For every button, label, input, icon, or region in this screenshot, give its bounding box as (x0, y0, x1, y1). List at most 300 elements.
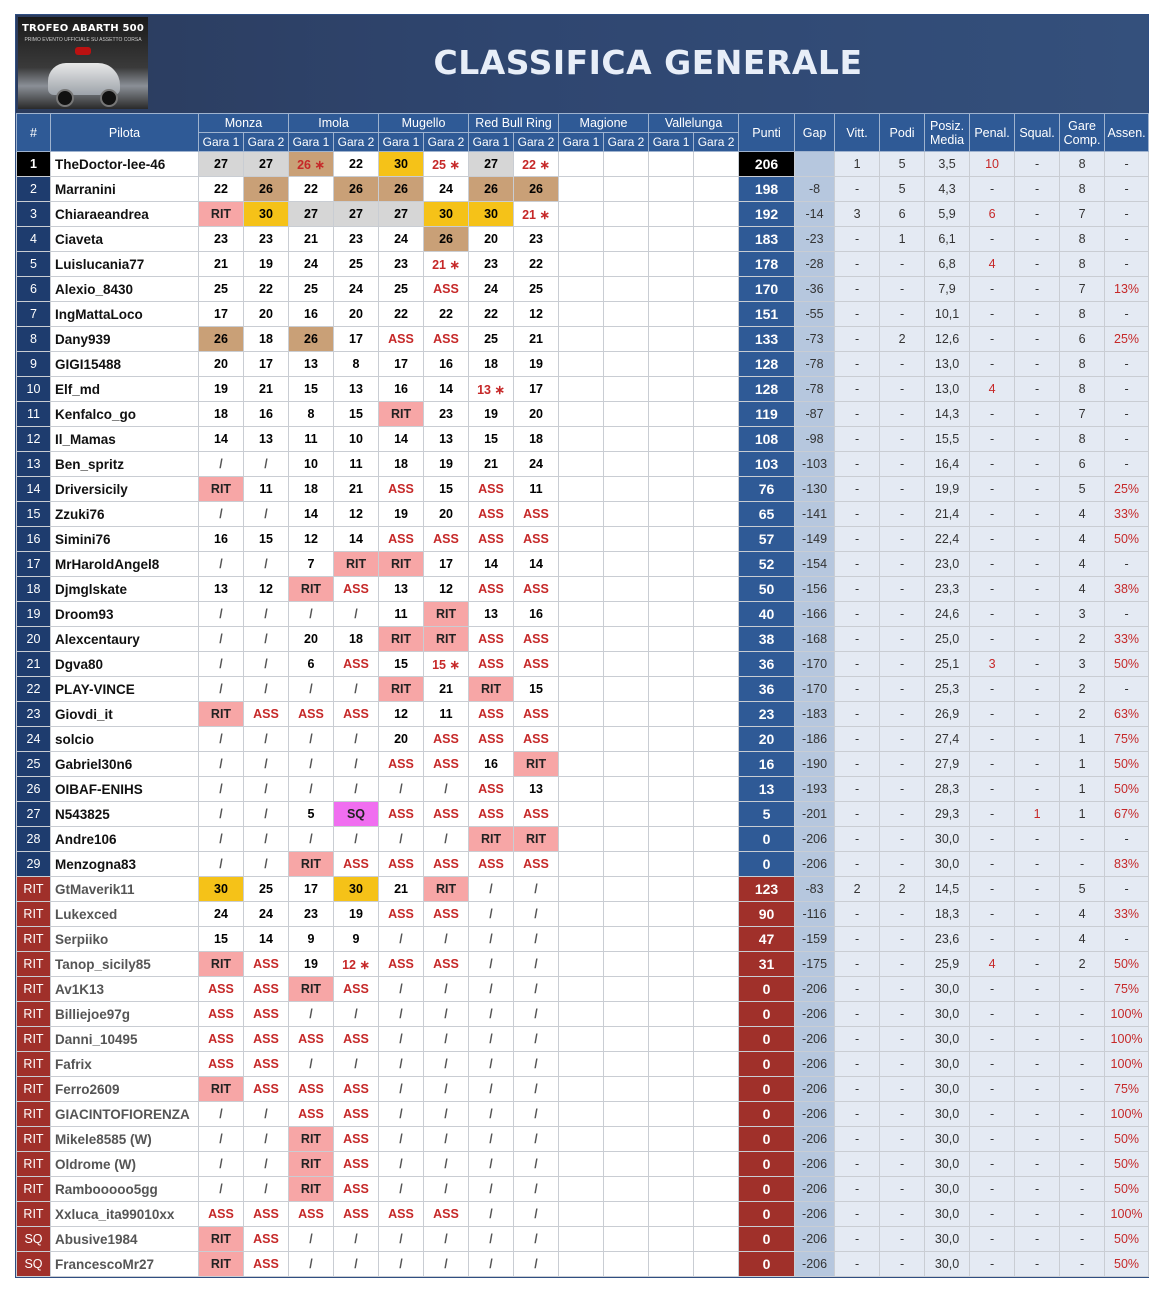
race-result: RIT (424, 877, 469, 902)
position-cell: 1 (17, 152, 51, 177)
race-result: 16 (244, 402, 289, 427)
race-result (649, 977, 694, 1002)
podiums-cell: - (880, 252, 925, 277)
wins-cell: - (835, 502, 880, 527)
races-cell: 4 (1060, 577, 1105, 602)
race-result: / (469, 1152, 514, 1177)
race-result: 24 (289, 252, 334, 277)
race-result: 15 (514, 677, 559, 702)
race-result: RIT (379, 552, 424, 577)
race-result: ASS (514, 502, 559, 527)
race-result: / (424, 1252, 469, 1277)
gap-cell: -8 (795, 177, 835, 202)
race-result: 13 (334, 377, 379, 402)
race-result (649, 902, 694, 927)
race-result: / (469, 1102, 514, 1127)
race-result: 15 ∗ (424, 652, 469, 677)
race-result: / (424, 1227, 469, 1252)
race-result (559, 627, 604, 652)
absences-cell: - (1105, 377, 1149, 402)
points-cell: 0 (739, 1077, 795, 1102)
table-row (17, 1077, 1149, 1102)
race-result: 24 (199, 902, 244, 927)
race-result (559, 327, 604, 352)
race-result: 21 ∗ (514, 202, 559, 227)
points-cell: 170 (739, 277, 795, 302)
points-cell: 103 (739, 452, 795, 477)
race-result: 19 (289, 952, 334, 977)
pilot-name: FrancescoMr27 (51, 1252, 199, 1277)
race-result (649, 352, 694, 377)
gap-cell: -206 (795, 1177, 835, 1202)
race-result: ASS (289, 1202, 334, 1227)
races-cell: 5 (1060, 477, 1105, 502)
col-gap: Gap (795, 114, 835, 152)
race-result (604, 977, 649, 1002)
avg-pos-cell: 22,4 (925, 527, 970, 552)
table-row (17, 627, 1149, 652)
gap-cell: -170 (795, 677, 835, 702)
gap-cell: -78 (795, 377, 835, 402)
race-result (559, 352, 604, 377)
race-result: / (244, 802, 289, 827)
race-result: 14 (289, 502, 334, 527)
race-result: ASS (199, 1027, 244, 1052)
wins-cell: - (835, 777, 880, 802)
gap-cell: -206 (795, 1152, 835, 1177)
podiums-cell: - (880, 1152, 925, 1177)
race-result: / (514, 902, 559, 927)
race-result (649, 252, 694, 277)
race-result: / (514, 977, 559, 1002)
race-result: / (244, 752, 289, 777)
race-result: / (289, 727, 334, 752)
podiums-cell: - (880, 652, 925, 677)
race-result: / (199, 627, 244, 652)
dsq-cell: - (1015, 877, 1060, 902)
race-result: 17 (199, 302, 244, 327)
avg-pos-cell: 30,0 (925, 977, 970, 1002)
penalties-cell: - (970, 802, 1015, 827)
penalties-cell: - (970, 352, 1015, 377)
race-result: / (199, 452, 244, 477)
abarth-mark-icon (75, 47, 91, 55)
table-row (17, 577, 1149, 602)
wins-cell: - (835, 327, 880, 352)
race-result: 22 (199, 177, 244, 202)
race-result: RIT (289, 1127, 334, 1152)
race-result: / (469, 1202, 514, 1227)
pilot-name: Dgva80 (51, 652, 199, 677)
pilot-name: GIACINTOFIORENZA (51, 1102, 199, 1127)
race-result: ASS (424, 952, 469, 977)
race-result: ASS (334, 702, 379, 727)
race-result: ASS (334, 1202, 379, 1227)
race-result: / (199, 677, 244, 702)
race-result (604, 352, 649, 377)
col-race-1: Gara 1 (289, 133, 334, 152)
penalties-cell: - (970, 877, 1015, 902)
dsq-cell: - (1015, 827, 1060, 852)
race-result (559, 252, 604, 277)
race-result: ASS (199, 1052, 244, 1077)
penalties-cell: 4 (970, 252, 1015, 277)
race-result (559, 552, 604, 577)
race-result: 23 (424, 402, 469, 427)
race-result: / (199, 802, 244, 827)
points-cell: 5 (739, 802, 795, 827)
wins-cell: - (835, 277, 880, 302)
points-cell: 123 (739, 877, 795, 902)
gap-cell: -175 (795, 952, 835, 977)
race-result (559, 177, 604, 202)
race-result: RIT (289, 577, 334, 602)
podiums-cell: 5 (880, 152, 925, 177)
race-result: 25 (289, 277, 334, 302)
position-cell: 10 (17, 377, 51, 402)
race-result: / (334, 752, 379, 777)
race-result (604, 302, 649, 327)
race-result (694, 652, 739, 677)
position-cell: 11 (17, 402, 51, 427)
gap-cell: -159 (795, 927, 835, 952)
race-result (694, 1077, 739, 1102)
pilot-name: Menzogna83 (51, 852, 199, 877)
col-race-1: Gara 1 (379, 133, 424, 152)
race-result (604, 1152, 649, 1177)
race-result (649, 827, 694, 852)
dsq-cell: - (1015, 277, 1060, 302)
race-result (694, 977, 739, 1002)
gap-cell: -206 (795, 977, 835, 1002)
race-result: / (469, 1002, 514, 1027)
race-result: 22 (424, 302, 469, 327)
race-result (604, 577, 649, 602)
race-result: / (424, 1027, 469, 1052)
position-cell: 16 (17, 527, 51, 552)
position-cell: RIT (17, 1052, 51, 1077)
dsq-cell: - (1015, 952, 1060, 977)
race-result (604, 252, 649, 277)
race-result: ASS (334, 1027, 379, 1052)
table-row (17, 452, 1149, 477)
penalties-cell: - (970, 852, 1015, 877)
penalties-cell: - (970, 527, 1015, 552)
wins-cell: - (835, 1102, 880, 1127)
race-result (604, 1027, 649, 1052)
race-result: / (469, 1252, 514, 1277)
race-result: 26 (244, 177, 289, 202)
podiums-cell: - (880, 577, 925, 602)
race-result: ASS (379, 802, 424, 827)
race-result (694, 627, 739, 652)
race-result: ASS (334, 577, 379, 602)
race-result (604, 802, 649, 827)
race-result (694, 777, 739, 802)
table-row (17, 927, 1149, 952)
position-cell: 18 (17, 577, 51, 602)
absences-cell: 100% (1105, 1052, 1149, 1077)
position-cell: 27 (17, 802, 51, 827)
table-row (17, 377, 1149, 402)
podiums-cell: - (880, 802, 925, 827)
position-cell: RIT (17, 1102, 51, 1127)
wins-cell: 3 (835, 202, 880, 227)
race-result (694, 427, 739, 452)
race-result: / (424, 1177, 469, 1202)
col-race-2: Gara 2 (694, 133, 739, 152)
points-cell: 128 (739, 377, 795, 402)
wins-cell: - (835, 227, 880, 252)
position-cell: RIT (17, 902, 51, 927)
race-result (604, 452, 649, 477)
table-row (17, 1152, 1149, 1177)
race-result (604, 627, 649, 652)
race-result: 16 (199, 527, 244, 552)
position-cell: 17 (17, 552, 51, 577)
race-result: RIT (379, 677, 424, 702)
points-cell: 13 (739, 777, 795, 802)
penalties-cell: - (970, 327, 1015, 352)
race-result: 26 (199, 327, 244, 352)
points-cell: 38 (739, 627, 795, 652)
race-result: 8 (334, 352, 379, 377)
position-cell: 19 (17, 602, 51, 627)
race-result: ASS (469, 727, 514, 752)
race-result: 17 (514, 377, 559, 402)
race-result: 24 (514, 452, 559, 477)
avg-pos-cell: 13,0 (925, 352, 970, 377)
position-cell: 3 (17, 202, 51, 227)
penalties-cell: - (970, 827, 1015, 852)
col-race-2: Gara 2 (334, 133, 379, 152)
gap-cell: -130 (795, 477, 835, 502)
race-result (604, 502, 649, 527)
races-cell: 3 (1060, 652, 1105, 677)
race-result: ASS (379, 327, 424, 352)
wins-cell: - (835, 1202, 880, 1227)
race-result: 24 (469, 277, 514, 302)
race-result: 19 (334, 902, 379, 927)
race-result (649, 1127, 694, 1152)
race-result: / (379, 1052, 424, 1077)
absences-cell: 100% (1105, 1102, 1149, 1127)
race-result (604, 427, 649, 452)
race-result: ASS (334, 1152, 379, 1177)
race-result (694, 1152, 739, 1177)
race-result: 20 (289, 627, 334, 652)
absences-cell: 100% (1105, 1202, 1149, 1227)
pilot-name: N543825 (51, 802, 199, 827)
race-result (559, 227, 604, 252)
race-result (649, 177, 694, 202)
dsq-cell: - (1015, 1152, 1060, 1177)
absences-cell: 50% (1105, 752, 1149, 777)
race-result: ASS (244, 702, 289, 727)
dsq-cell: - (1015, 527, 1060, 552)
race-result: 16 (379, 377, 424, 402)
race-result: 23 (514, 227, 559, 252)
race-result (559, 302, 604, 327)
race-result (649, 927, 694, 952)
penalties-cell: 6 (970, 202, 1015, 227)
race-result: ASS (244, 1077, 289, 1102)
wins-cell: - (835, 802, 880, 827)
race-result: / (424, 1102, 469, 1127)
race-result: 18 (379, 452, 424, 477)
wins-cell: - (835, 377, 880, 402)
table-row (17, 402, 1149, 427)
race-result: 27 (379, 202, 424, 227)
podiums-cell: - (880, 1052, 925, 1077)
race-result (604, 277, 649, 302)
gap-cell: -201 (795, 802, 835, 827)
race-result: ASS (469, 852, 514, 877)
race-result: 21 (379, 877, 424, 902)
race-result (604, 202, 649, 227)
gap-cell: -36 (795, 277, 835, 302)
race-result (559, 1202, 604, 1227)
races-cell: - (1060, 1077, 1105, 1102)
race-result: / (289, 1002, 334, 1027)
podiums-cell: - (880, 927, 925, 952)
penalties-cell: - (970, 727, 1015, 752)
position-cell: 12 (17, 427, 51, 452)
race-result: ASS (289, 702, 334, 727)
dsq-cell: - (1015, 727, 1060, 752)
podiums-cell: - (880, 1002, 925, 1027)
race-result (559, 427, 604, 452)
race-result: 19 (514, 352, 559, 377)
race-result: 20 (469, 227, 514, 252)
race-result: / (514, 952, 559, 977)
table-row (17, 177, 1149, 202)
race-result: RIT (199, 1227, 244, 1252)
position-cell: 15 (17, 502, 51, 527)
race-result (649, 1077, 694, 1102)
race-result: 13 (289, 352, 334, 377)
race-result: 14 (334, 527, 379, 552)
dsq-cell: - (1015, 227, 1060, 252)
pilot-name: Alexio_8430 (51, 277, 199, 302)
race-result (694, 852, 739, 877)
race-result (604, 602, 649, 627)
race-result: / (244, 552, 289, 577)
pilot-name: OIBAF-ENIHS (51, 777, 199, 802)
gap-cell: -206 (795, 827, 835, 852)
avg-pos-cell: 27,4 (925, 727, 970, 752)
wins-cell: - (835, 1002, 880, 1027)
race-result: 15 (379, 652, 424, 677)
penalties-cell: 3 (970, 652, 1015, 677)
race-result: / (379, 1002, 424, 1027)
race-result (604, 727, 649, 752)
race-result (604, 152, 649, 177)
wins-cell: - (835, 652, 880, 677)
race-result: 13 ∗ (469, 377, 514, 402)
race-result: 15 (244, 527, 289, 552)
pilot-name: Driversicily (51, 477, 199, 502)
race-result: 10 (289, 452, 334, 477)
absences-cell: 33% (1105, 902, 1149, 927)
races-cell: 8 (1060, 302, 1105, 327)
race-result: 15 (469, 427, 514, 452)
gap-cell: -156 (795, 577, 835, 602)
race-result: / (289, 1052, 334, 1077)
gap-cell: -190 (795, 752, 835, 777)
pilot-name: Ferro2609 (51, 1077, 199, 1102)
race-result: 30 (199, 877, 244, 902)
position-cell: 7 (17, 302, 51, 327)
race-result: 16 (469, 752, 514, 777)
avg-pos-cell: 30,0 (925, 827, 970, 852)
avg-pos-cell: 6,1 (925, 227, 970, 252)
race-result (559, 902, 604, 927)
penalties-cell: - (970, 1202, 1015, 1227)
absences-cell: 75% (1105, 977, 1149, 1002)
wins-cell: - (835, 1252, 880, 1277)
race-result (559, 852, 604, 877)
race-result: 12 (244, 577, 289, 602)
avg-pos-cell: 30,0 (925, 1227, 970, 1252)
race-result (694, 1102, 739, 1127)
race-result: / (199, 1177, 244, 1202)
races-cell: - (1060, 1027, 1105, 1052)
race-result (694, 1027, 739, 1052)
races-cell: - (1060, 1052, 1105, 1077)
race-result (649, 677, 694, 702)
race-result: ASS (244, 952, 289, 977)
penalties-cell: - (970, 427, 1015, 452)
position-cell: 4 (17, 227, 51, 252)
table-row (17, 602, 1149, 627)
table-row (17, 1177, 1149, 1202)
race-result (604, 952, 649, 977)
race-result: / (334, 777, 379, 802)
race-result: 21 (424, 677, 469, 702)
race-result: 13 (514, 777, 559, 802)
pilot-name: Alexcentaury (51, 627, 199, 652)
points-cell: 90 (739, 902, 795, 927)
absences-cell: - (1105, 452, 1149, 477)
race-result: RIT (199, 1077, 244, 1102)
race-result: 14 (424, 377, 469, 402)
position-cell: 14 (17, 477, 51, 502)
position-cell: RIT (17, 877, 51, 902)
race-result: ASS (244, 977, 289, 1002)
pilot-name: Gabriel30n6 (51, 752, 199, 777)
absences-cell: - (1105, 877, 1149, 902)
race-result: / (469, 877, 514, 902)
avg-pos-cell: 30,0 (925, 1027, 970, 1052)
race-result: 18 (469, 352, 514, 377)
dsq-cell: - (1015, 1077, 1060, 1102)
race-result (559, 1127, 604, 1152)
position-cell: SQ (17, 1227, 51, 1252)
table-row (17, 727, 1149, 752)
race-result: 16 (424, 352, 469, 377)
points-cell: 0 (739, 1202, 795, 1227)
dsq-cell: - (1015, 502, 1060, 527)
race-result: 25 (244, 877, 289, 902)
race-result: / (289, 677, 334, 702)
points-cell: 36 (739, 677, 795, 702)
points-cell: 57 (739, 527, 795, 552)
race-result (559, 752, 604, 777)
table-row (17, 202, 1149, 227)
penalties-cell: - (970, 452, 1015, 477)
race-result: ASS (514, 702, 559, 727)
